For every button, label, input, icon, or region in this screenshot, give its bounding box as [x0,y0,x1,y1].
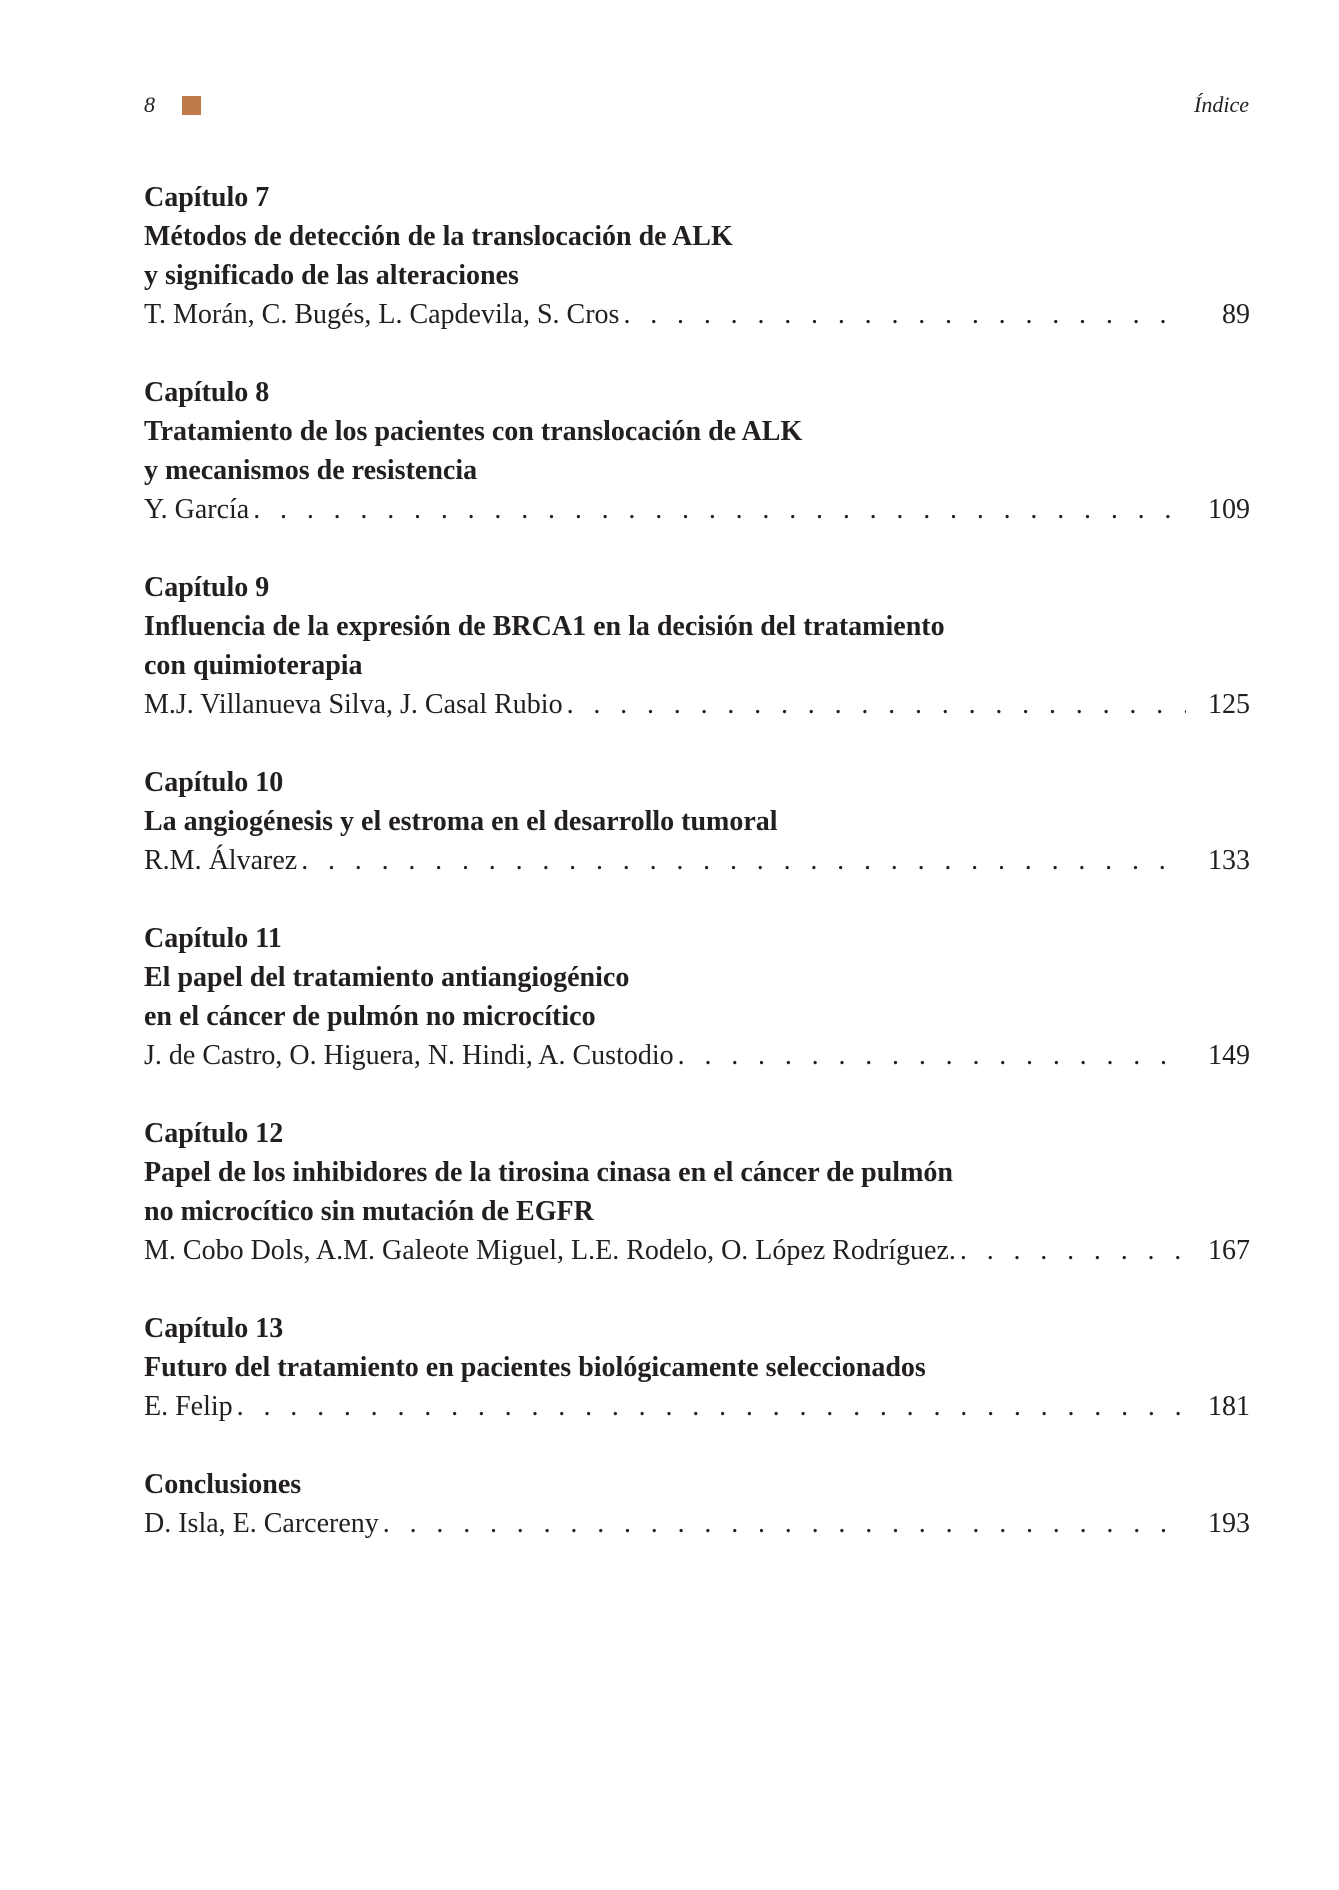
chapter-page-number: 193 [1208,1508,1250,1539]
chapter-page-number: 149 [1208,1040,1250,1071]
chapter-authors: Y. García [144,494,250,525]
dot-leader [301,841,1186,880]
chapter-page-number: 109 [1208,494,1250,525]
chapter-title-line: La angiogénesis y el estroma en el desarrollo tumoral [144,806,778,837]
dot-leader [960,1231,1186,1270]
chapter-title-line: en el cáncer de pulmón no microcítico [144,1001,596,1032]
toc-entry [144,1309,1250,1426]
author-line [144,490,1250,529]
dot-leader [678,1036,1186,1075]
dot-leader [253,490,1186,529]
page-number: 8 [144,92,155,117]
toc-entry [144,763,1250,880]
chapter-page-number: 181 [1208,1391,1250,1422]
dot-leader [237,1387,1186,1426]
author-line [144,295,1250,334]
chapter-authors: M.J. Villanueva Silva, J. Casal Rubio [144,689,563,720]
chapter-title-line: no microcítico sin mutación de EGFR [144,1196,594,1227]
chapter-title-line: Futuro del tratamiento en pacientes biológicamente seleccionados [144,1352,926,1383]
chapter-heading: Capítulo 11 [144,923,282,954]
chapter-heading: Capítulo 12 [144,1118,284,1149]
toc-entry [144,1114,1250,1270]
running-title: Índice [1194,92,1249,117]
dot-leader [383,1504,1186,1543]
table-of-contents [144,178,1250,1582]
page-header [144,90,1249,120]
author-line [144,841,1250,880]
author-line [144,1036,1250,1075]
chapter-authors: R.M. Álvarez [144,845,298,876]
author-line [144,1231,1250,1270]
author-line [144,1504,1250,1543]
toc-entry [144,568,1250,724]
chapter-authors: J. de Castro, O. Higuera, N. Hindi, A. Custodio [144,1040,674,1071]
chapter-title-line: y mecanismos de resistencia [144,455,478,486]
chapter-title-line: con quimioterapia [144,650,363,681]
chapter-heading: Capítulo 7 [144,182,270,213]
chapter-title-line: Tratamiento de los pacientes con translocación de ALK [144,416,803,447]
chapter-heading: Capítulo 9 [144,572,270,603]
chapter-authors: D. Isla, E. Carcereny [144,1508,379,1539]
chapter-title-line: Influencia de la expresión de BRCA1 en la decisión del tratamiento [144,611,945,642]
author-line [144,685,1250,724]
chapter-page-number: 133 [1208,845,1250,876]
dot-leader [623,295,1186,334]
chapter-authors: T. Morán, C. Bugés, L. Capdevila, S. Cros [144,299,620,330]
chapter-page-number: 89 [1222,299,1250,330]
chapter-title-line: El papel del tratamiento antiangiogénico [144,962,630,993]
chapter-authors: M. Cobo Dols, A.M. Galeote Miguel, L.E. Rodelo, O. López Rodríguez. [144,1235,956,1266]
chapter-title-line: Métodos de detección de la translocación de ALK [144,221,733,252]
decorative-square-icon [182,96,201,115]
chapter-heading: Capítulo 10 [144,767,284,798]
chapter-page-number: 125 [1208,689,1250,720]
toc-entry [144,1465,1250,1543]
chapter-heading: Conclusiones [144,1469,302,1500]
chapter-heading: Capítulo 13 [144,1313,284,1344]
chapter-authors: E. Felip [144,1391,233,1422]
author-line [144,1387,1250,1426]
dot-leader [567,685,1186,724]
chapter-title-line: Papel de los inhibidores de la tirosina cinasa en el cáncer de pulmón [144,1157,953,1188]
chapter-page-number: 167 [1208,1235,1250,1266]
chapter-heading: Capítulo 8 [144,377,270,408]
toc-entry [144,919,1250,1075]
toc-entry [144,373,1250,529]
toc-entry [144,178,1250,334]
chapter-title-line: y significado de las alteraciones [144,260,519,291]
